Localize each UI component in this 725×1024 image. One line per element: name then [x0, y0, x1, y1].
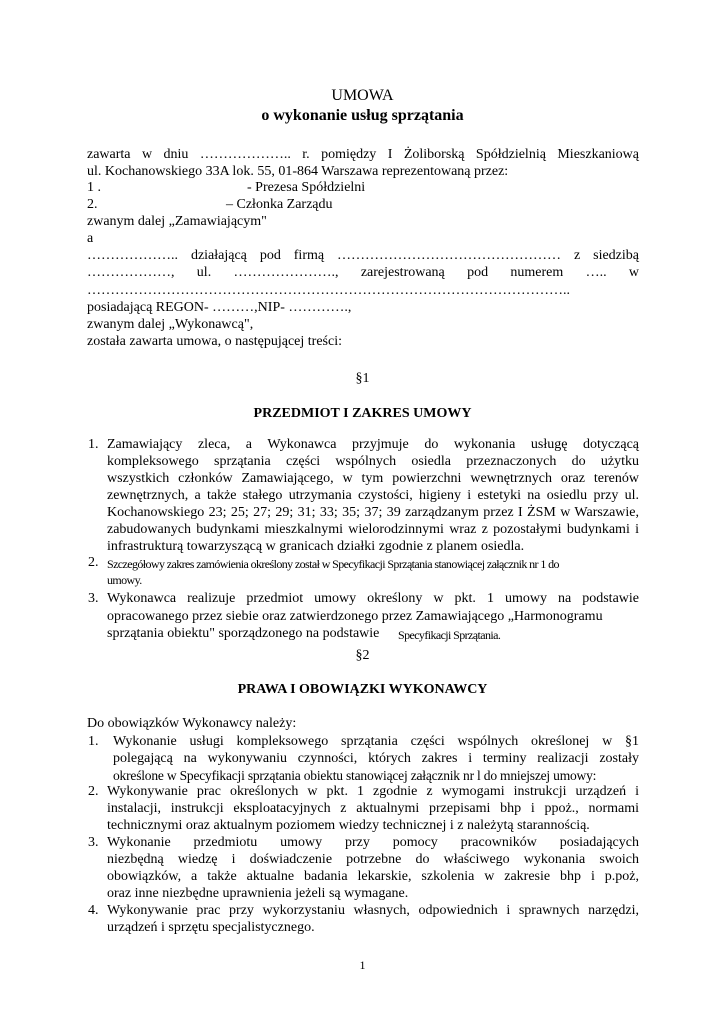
list-item-line: polegającą na wykonywaniu czynności, których zakres i terminy realizacji zostały	[113, 751, 639, 766]
list-item-line: obowiązków, a także aktualne badania lekarskie, szkolenia w zakresie bhp i p.poż,	[107, 869, 639, 884]
intro-line: - Prezesa Spółdzielni	[247, 180, 366, 195]
intro-line: a	[87, 231, 94, 246]
list-item-line: Kochanowskiego 23; 25; 27; 29; 31; 33; 35; 37; 39 zarządzanym przez I ŻSM w Warszawie,	[107, 505, 639, 520]
list-item-line: sprzątania obiektu" sporządzonego na podstawie	[107, 626, 380, 641]
list-item-line: oraz inne niezbędne uprawnienia jeżeli są wymagane.	[107, 886, 409, 901]
list-item-line: Wykonanie usługi kompleksowego sprzątania części wspólnych określonej w §1	[113, 734, 639, 749]
intro-line: posiadającą REGON- ………,NIP- ………….,	[87, 300, 352, 315]
list-item-line: Specyfikacji Sprzątania.	[398, 628, 501, 642]
list-item-line: niezbędną wiedzę i doświadczenie potrzebne do właściwego wykonania swoich	[107, 852, 639, 867]
intro-line: zwanym dalej „Wykonawcą",	[87, 317, 254, 332]
list-item-line: instalacji, instrukcji eksploatacyjnych z aktualnymi przepisami bhp i ppoż., normami	[107, 801, 639, 816]
intro-line: zawarta w dniu ……………….. r. pomiędzy I Żoliborską Spółdzielnią Mieszkaniową	[87, 147, 639, 162]
list-number: 4.	[88, 903, 99, 918]
intro-line: 1 .	[87, 180, 101, 195]
intro-line: ………………, ul. …………………., zarejestrowaną pod numerem ….. w	[87, 265, 639, 280]
intro-line: …………………………………………………………………………………………..	[87, 283, 570, 298]
section-heading: PRAWA I OBOWIĄZKI WYKONAWCY	[237, 682, 488, 697]
document-title: UMOWA	[331, 87, 394, 104]
intro-line: została zawarta umowa, o następującej treści:	[87, 334, 342, 349]
list-number: 3.	[88, 835, 99, 850]
list-number: 3.	[88, 591, 99, 606]
list-number: 1.	[88, 734, 99, 749]
list-item-line: określone w Specyfikacji sprzątania obiektu stanowiącej załącznik nr l do mniejszej umowy:	[113, 768, 597, 783]
list-item-line: Wykonywanie prac określonych w pkt. 1 zgodnie z wymogami instrukcji urządzeń i	[107, 784, 639, 799]
list-number: 2.	[88, 784, 99, 799]
list-item-line: zewnętrznych, a także stałego utrzymania czystości, higieny i estetyki na osiedlu przy ul.	[107, 488, 639, 503]
section-lead: Do obowiązków Wykonawcy należy:	[87, 716, 297, 731]
list-item-line: Wykonywanie prac przy wykorzystaniu własnych, odpowiednich i sprawnych narzędzi,	[107, 903, 639, 918]
list-item-line: infrastrukturą towarzyszącą w granicach działki zgodnie z planem osiedla.	[107, 539, 525, 554]
section-number: §1	[355, 371, 370, 386]
intro-line: zwanym dalej „Zamawiającym"	[87, 214, 267, 229]
intro-line: – Członka Zarządu	[226, 197, 333, 212]
list-item-line: opracowanego przez siebie oraz zatwierdzonego przez Zamawiającego „Harmonogramu	[107, 609, 603, 624]
list-item-line: zabudowanych budynkami mieszkalnymi wielorodzinnymi wraz z pozostałymi budynkami i	[107, 522, 639, 537]
list-item-line: Wykonawca realizuje przedmiot umowy określony w pkt. 1 umowy na podstawie	[107, 591, 639, 606]
intro-line: ……………….. działającą pod firmą ………………………………………… z siedzibą	[87, 248, 639, 263]
list-item-line: wszystkich członków Zamawiającego, w tym powierzchni wewnętrznych oraz terenów	[107, 471, 639, 486]
list-item-line: Szczegółowy zakres zamówienia określony został w Specyfikacji Sprzątania stanowiącej załącznik nr 1 do	[107, 557, 559, 571]
list-number: 1.	[88, 437, 99, 452]
document-subtitle: o wykonanie usług sprzątania	[261, 107, 464, 124]
list-item-line: Wykonanie przedmiotu umowy przy pomocy pracowników posiadających	[107, 835, 639, 850]
list-item-line: urządzeń i sprzętu specjalistycznego.	[107, 920, 315, 935]
list-number: 2.	[88, 555, 99, 570]
intro-line: 2.	[87, 197, 98, 212]
intro-line: ul. Kochanowskiego 33A lok. 55, 01-864 Warszawa reprezentowaną przez:	[87, 164, 509, 179]
page-number: 1	[359, 958, 366, 972]
section-number: §2	[355, 648, 370, 663]
list-item-line: technicznymi oraz aktualnym poziomem wiedzy technicznej i z należytą starannością.	[107, 818, 590, 833]
list-item-line: Zamawiający zleca, a Wykonawca przyjmuje do wykonania usługę dotyczącą	[107, 437, 639, 452]
list-item-line: kompleksowego sprzątania części wspólnych osiedla przeznaczonych do użytku	[107, 454, 639, 469]
section-heading: PRZEDMIOT I ZAKRES UMOWY	[253, 406, 472, 421]
list-item-line: umowy.	[107, 573, 142, 587]
